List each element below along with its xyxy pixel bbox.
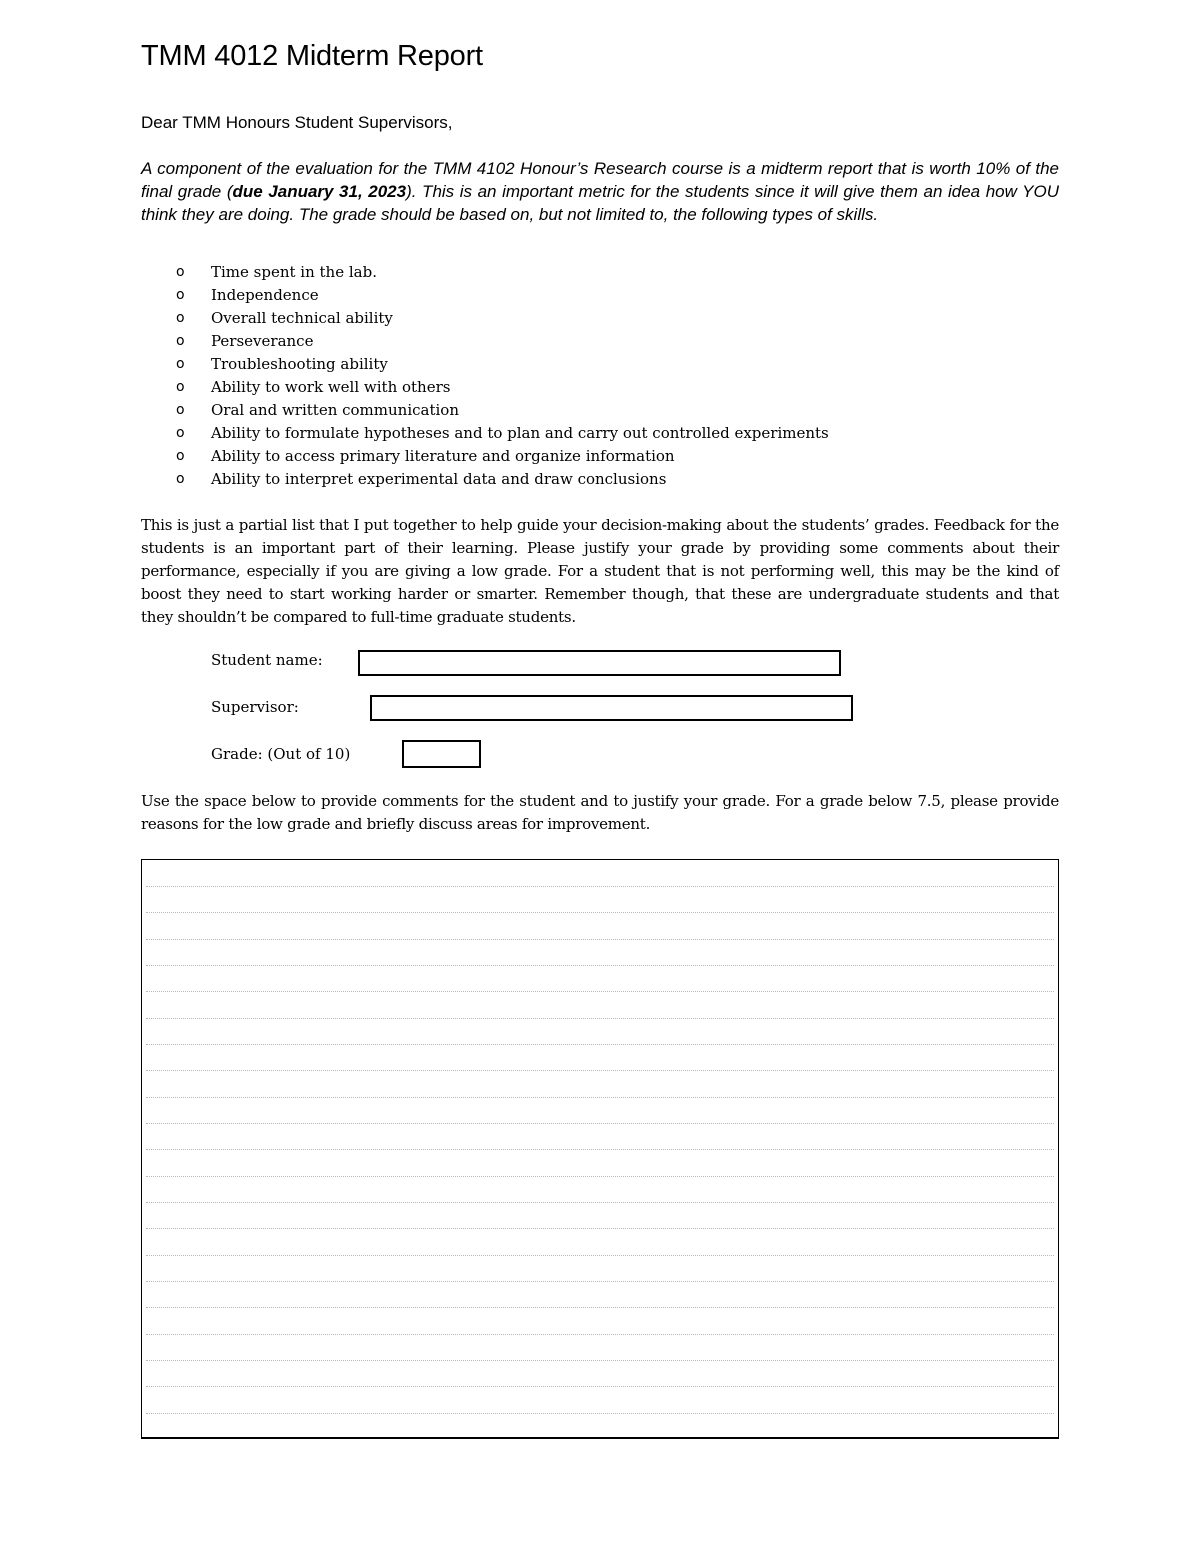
ruled-line [146,965,1054,966]
supervisor-label: Supervisor: [211,698,299,716]
list-item [141,284,1059,307]
skill-text: Independence [211,286,319,304]
ruled-line [146,1255,1054,1256]
skill-text: Ability to formulate hypotheses and to plan and carry out controlled experiments [211,424,829,442]
list-item [141,376,1059,399]
intro-text-end: ). This is an important metric for the students since it will give them an idea how YOU think they are doing. The grade should be based on, but not limited to, the following types of skills. [141,182,1059,224]
ruled-line [146,886,1054,887]
skill-text: Perseverance [211,332,314,350]
skill-text: Overall technical ability [211,309,393,327]
list-item [141,445,1059,468]
comments-instructions: Use the space below to provide comments for the student and to justify your grade. For a grade below 7.5, please provide reasons for the low grade and briefly discuss areas for improvement. [141,792,1059,833]
ruled-line [146,939,1054,940]
bullet-icon: o [176,287,185,303]
ruled-line [146,1386,1054,1387]
bullet-icon: o [176,425,185,441]
student-name-field[interactable] [358,650,841,676]
skill-text: Troubleshooting ability [211,355,388,373]
due-date: due January 31, 2023 [232,182,407,201]
greeting: Dear TMM Honours Student Supervisors, [141,113,453,132]
ruled-line [146,1228,1054,1229]
list-item [141,399,1059,422]
ruled-line [146,1070,1054,1071]
ruled-line [146,1176,1054,1177]
list-item [141,422,1059,445]
list-item [141,468,1059,491]
bullet-icon: o [176,448,185,464]
supervisor-field[interactable] [370,695,853,721]
list-item [141,307,1059,330]
ruled-line [146,1097,1054,1098]
list-item [141,353,1059,376]
list-item [141,330,1059,353]
intro-paragraph [141,157,1059,226]
skill-text: Ability to work well with others [211,378,451,396]
ruled-line [146,1018,1054,1019]
ruled-line [146,1044,1054,1045]
ruled-line [146,912,1054,913]
bullet-icon: o [176,333,185,349]
ruled-line [146,1307,1054,1308]
ruled-line [146,1413,1054,1414]
ruled-line [146,1202,1054,1203]
grade-label: Grade: (Out of 10) [211,745,351,763]
guidance-paragraph: This is just a partial list that I put together to help guide your decision-making about the students’ grades. Feedback for the students is an important part of their learning. Please justify your grade by providing some comments about their performance, especially if you are giving a low grade. For a student that is not performing well, this may be the kind of boost they need to start working harder or smarter. Remember though, that these are undergraduate students and that they shouldn’t be compared to full-time graduate students. [141,516,1059,626]
bullet-icon: o [176,310,185,326]
bullet-icon: o [176,402,185,418]
ruled-line [146,991,1054,992]
skill-text: Oral and written communication [211,401,459,419]
intro-text-start: A component of the evaluation for the TMM 4102 Honour’s Research course is a midterm report that is worth 10% of the final grade ( [141,159,1059,201]
skills-list [141,261,1059,491]
bullet-icon: o [176,379,185,395]
ruled-line [146,1360,1054,1361]
ruled-line [146,1281,1054,1282]
skill-text: Ability to access primary literature and organize information [211,447,675,465]
ruled-line [146,1334,1054,1335]
bullet-icon: o [176,356,185,372]
page-title: TMM 4012 Midterm Report [141,40,483,72]
grade-field[interactable] [402,740,481,768]
comments-field[interactable] [141,859,1059,1439]
student-name-label: Student name: [211,651,323,669]
skill-text: Time spent in the lab. [211,263,377,281]
ruled-line [146,1149,1054,1150]
ruled-line [146,1123,1054,1124]
bullet-icon: o [176,264,185,280]
bullet-icon: o [176,471,185,487]
skill-text: Ability to interpret experimental data and draw conclusions [211,470,667,488]
list-item [141,261,1059,284]
